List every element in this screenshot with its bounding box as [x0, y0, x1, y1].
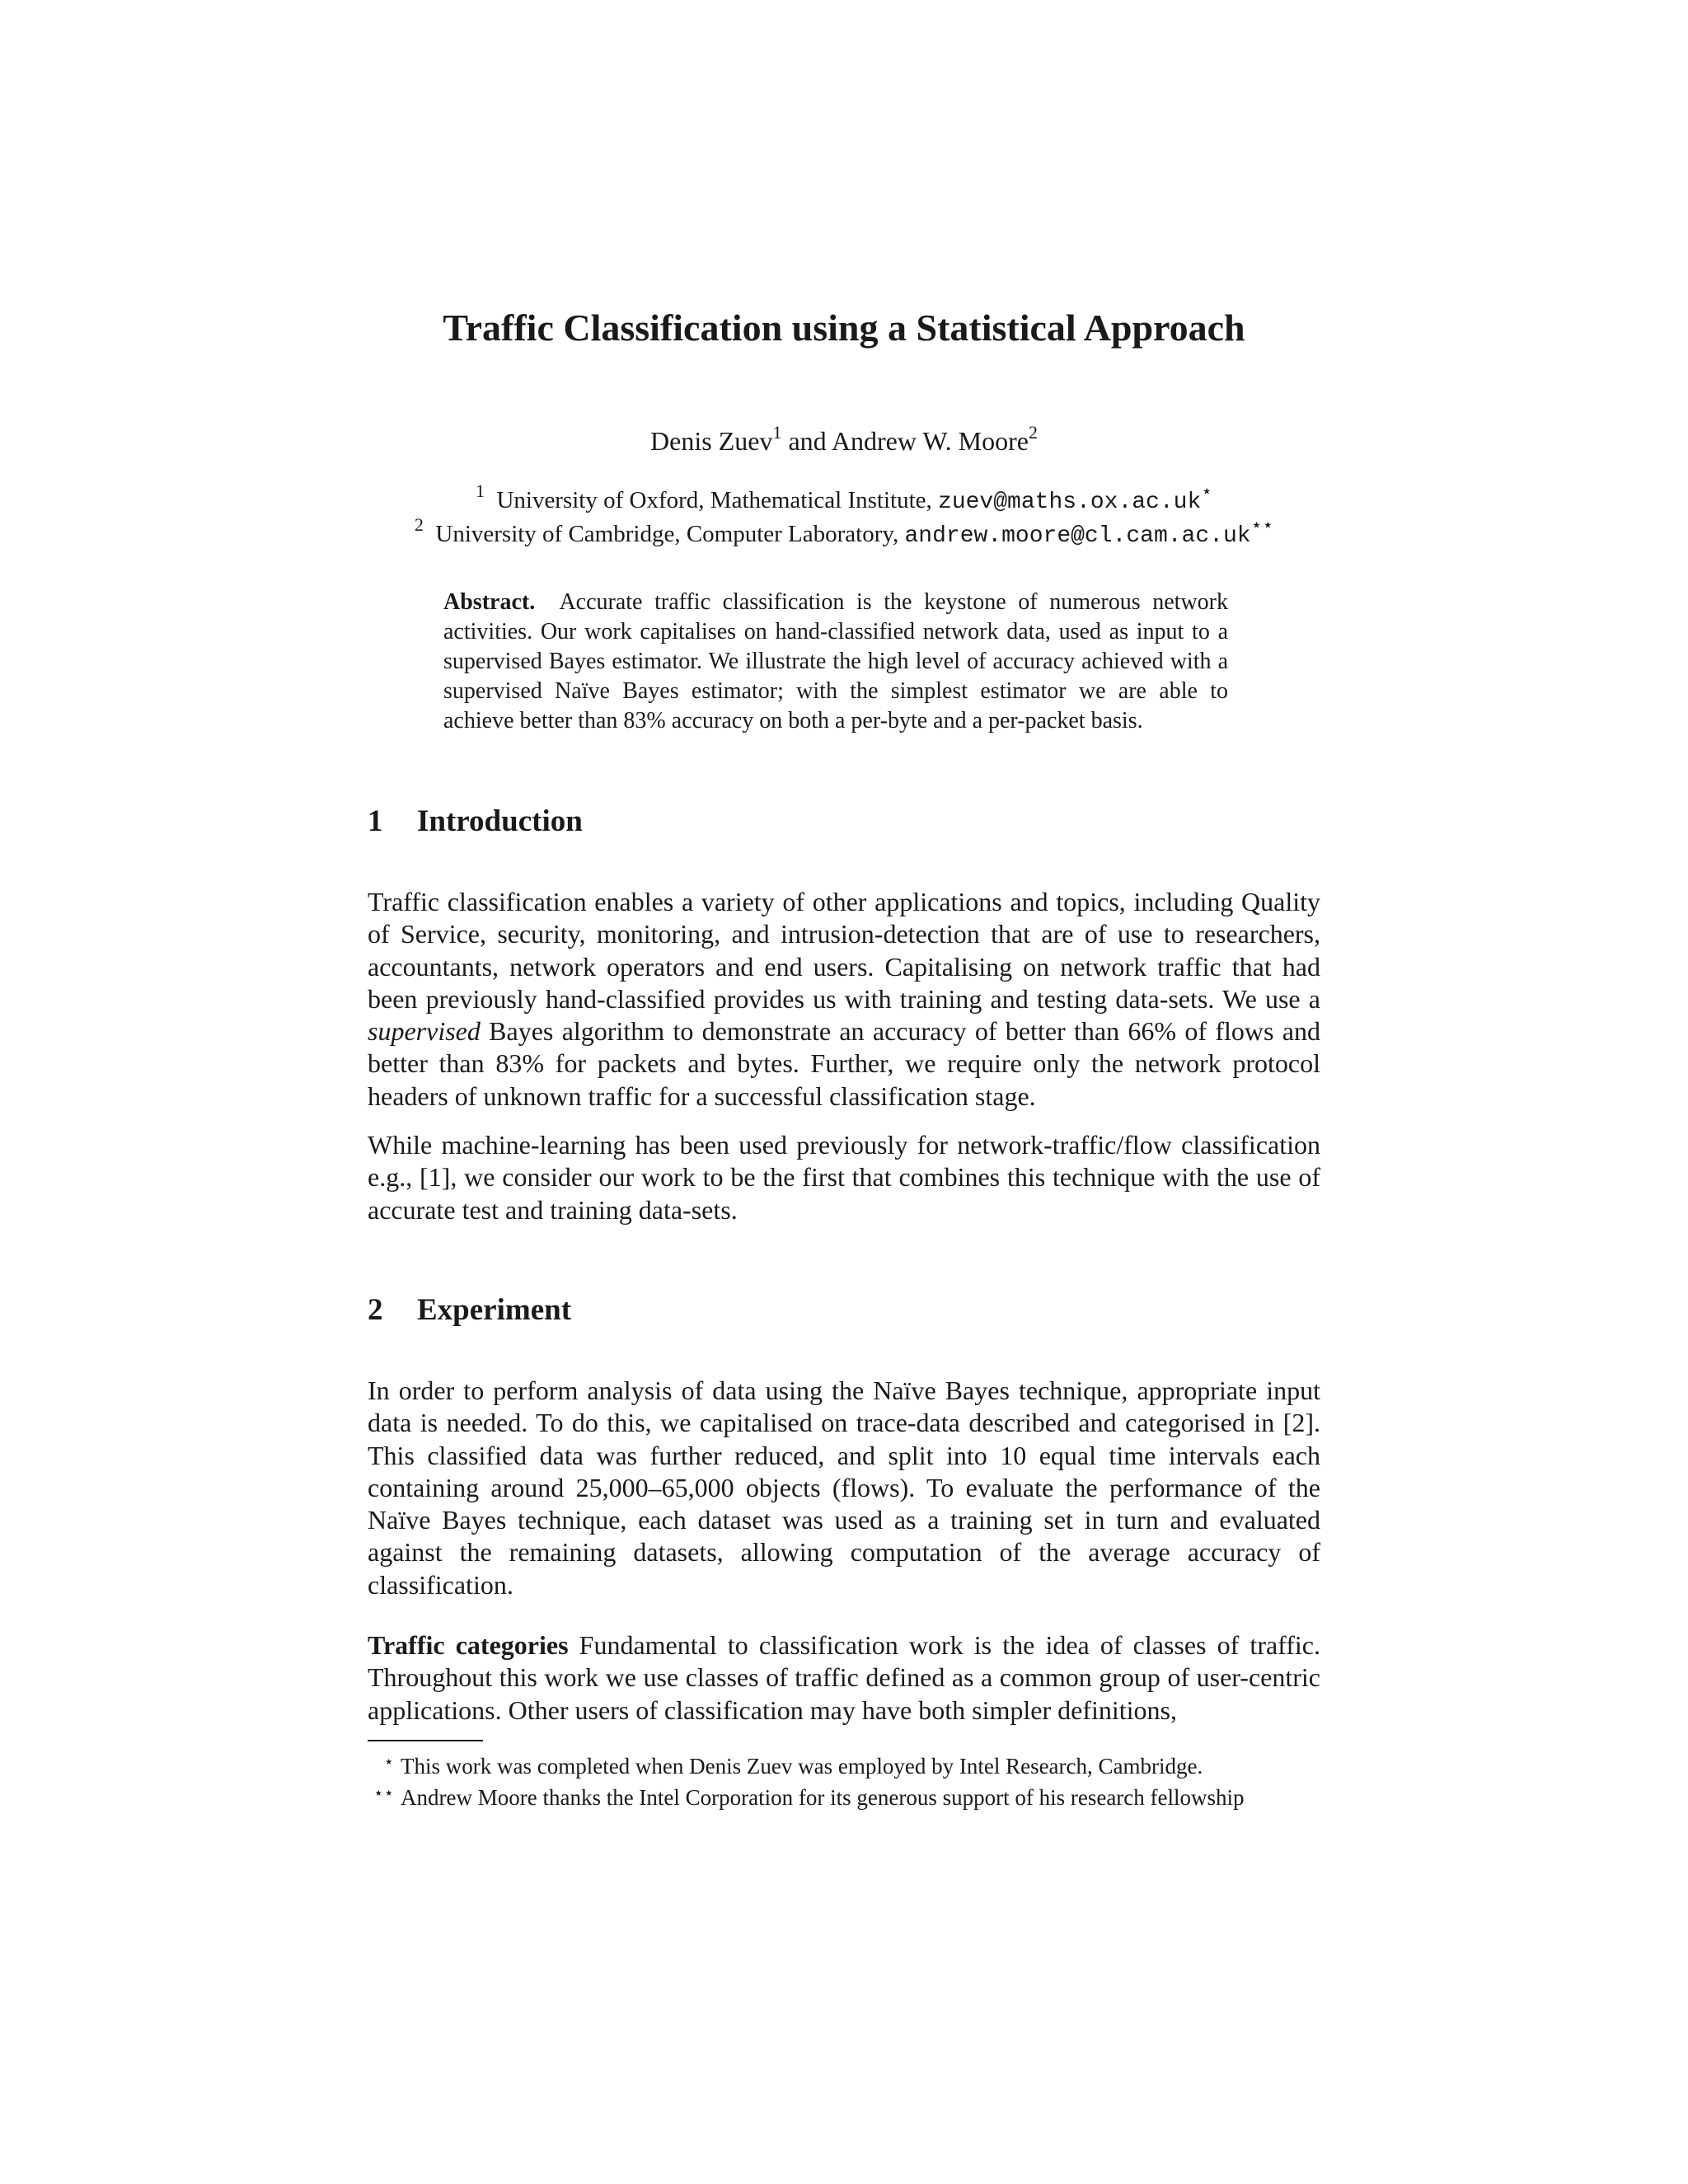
intro-paragraph-2 [368, 1129, 1320, 1226]
section-heading-experiment [368, 1292, 571, 1329]
abstract-label: Abstract. [443, 589, 536, 615]
footnote [368, 1747, 1340, 1781]
section-number: 2 [368, 1293, 383, 1327]
footnote-rule [368, 1740, 483, 1741]
footnote-mark: ⋆⋆ [1250, 514, 1274, 536]
affiliation-line [0, 480, 1688, 518]
abstract [443, 588, 1228, 736]
paragraph-text: Fundamental to classification work is the idea of classes of traffic. Throughout this work we use classes of traffic defined as a common group of user-centric applications. Other users of classification may have both simpler definitions, [368, 1630, 1321, 1725]
affiliation-text: University of Oxford, Mathematical Institute, [496, 487, 939, 513]
author-email[interactable]: zuev@maths.ox.ac.uk [938, 490, 1202, 515]
abstract-text: Accurate traffic classification is the keystone of numerous network activities. Our work capitalises on hand-classified network data, used as input to a supervised Bayes estimator. We illustrate the high level of accuracy achieved with a supervised Naïve Bayes estimator; with the simplest estimator we are able to achieve better than 83% accuracy on both a per-byte and a per-packet basis. [443, 589, 1228, 733]
footnote-text: This work was completed when Denis Zuev was employed by Intel Research, Cambridge. [401, 1754, 1203, 1779]
affiliation-number: 1 [475, 480, 485, 502]
footnote [368, 1779, 1340, 1812]
intro-paragraph-1 [368, 886, 1320, 1113]
author-line [0, 424, 1688, 457]
paper-title: Traffic Classification using a Statistical Approach [443, 307, 1245, 349]
paragraph-runin-heading: Traffic categories [368, 1630, 569, 1660]
experiment-paragraph-2 [368, 1629, 1320, 1727]
section-number: 1 [368, 804, 383, 838]
footnote-mark: ⋆⋆ [373, 1784, 394, 1802]
author-affiliation-mark: 2 [1028, 422, 1038, 443]
affiliation-number: 2 [414, 514, 424, 536]
affiliation-text: University of Cambridge, Computer Laboratory, [435, 521, 905, 547]
footnote-text: Andrew Moore thanks the Intel Corporation for its generous support of his research fellowship [401, 1785, 1245, 1810]
author-affiliation-mark: 1 [772, 422, 782, 443]
section-title: Experiment [417, 1293, 572, 1327]
experiment-paragraph-1 [368, 1375, 1320, 1601]
affiliations [0, 480, 1688, 552]
emphasis-text: supervised [368, 1016, 481, 1047]
section-heading-introduction [368, 804, 583, 840]
author-connector: and [781, 426, 832, 456]
footnote-mark: ⋆ [1201, 480, 1213, 502]
paragraph-text: In order to perform analysis of data using the Naïve Bayes technique, appropriate input data is needed. To do this, we capitalised on trace-data described and categorised in [2]. This classified data was further reduced, and split into 10 equal time intervals each containing around 25,000–65,000 objects (flows). To evaluate the performance of the Naïve Bayes technique, each dataset was used as a training set in turn and evaluated against the remaining datasets, allowing computation of the average accuracy of classification. [368, 1376, 1320, 1600]
author-name: Denis Zuev [650, 426, 773, 456]
paragraph-text: While machine-learning has been used previously for network-traffic/flow classification e.g., [1], we consider our work to be the first that combines this technique with the use of accurate test and training data-sets. [368, 1130, 1320, 1225]
author-email[interactable]: andrew.moore@cl.cam.ac.uk [904, 523, 1251, 549]
author-name: Andrew W. Moore [831, 426, 1029, 456]
footnote-mark: ⋆ [383, 1753, 394, 1771]
paragraph-text: Traffic classification enables a variety of other applications and topics, including Quality of Service, security, monitoring, and intrusion-detection that are of use to researchers, accountants, network operators and end users. Capitalising on network traffic that had been previously hand-classified provides us with training and testing data-sets. We use a [368, 887, 1320, 1014]
affiliation-line [0, 514, 1688, 552]
section-title: Introduction [417, 804, 583, 838]
paragraph-text: Bayes algorithm to demonstrate an accuracy of better than 66% of flows and better than 83% for packets and bytes. Further, we require only the network protocol headers of unknown traffic for a successful classification stage. [368, 1016, 1320, 1111]
